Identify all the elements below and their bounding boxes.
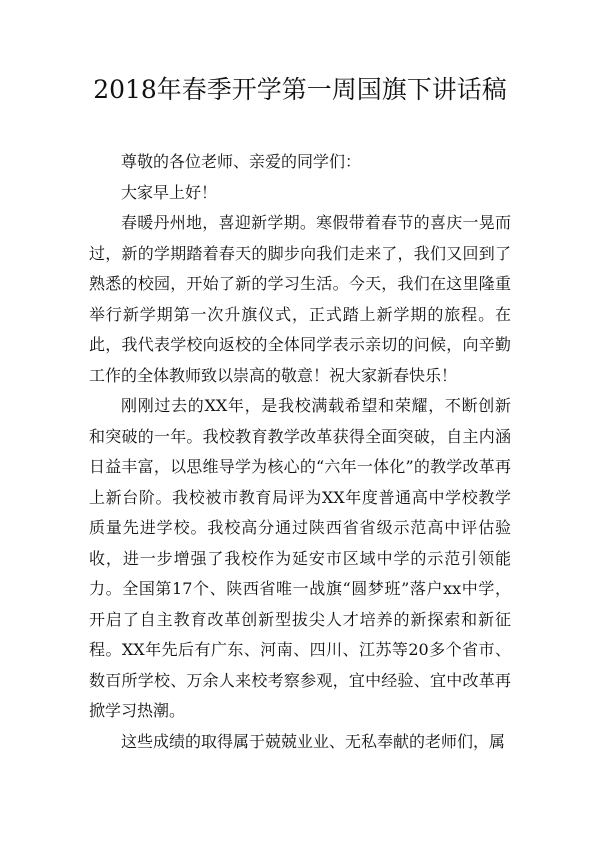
- greeting: 大家早上好！: [121, 182, 218, 202]
- paragraph-3: 这些成绩的取得属于兢兢业业、无私奉献的老师们，属: [121, 731, 506, 751]
- document-title: 2018年春季开学第一周国旗下讲话稿: [93, 75, 507, 104]
- document-body: [89, 147, 511, 757]
- paragraph-2: 刚刚过去的XX年，是我校满载希望和荣耀，不断创新和突破的一年。我校教育教学改革获得全面突破，自主内涵日益丰富，以思维导学为核心的“六年一体化”的教学改革再上新台阶。我校被市教育局评为XX年度普通高中学校教学质量先进学校。我校高分通过陕西省省级示范高中评估验收，进一步增强了我校作为延安市区域中学的示范引领能力。全国第17个、陕西省唯一战旗“圆梦班”落户xx中学，开启了自主教育改革创新型拔尖人才培养的新探索和新征程。XX年先后有广东、河南、四川、江苏等20多个省市、数百所学校、万余人来校考察参观，宜中经验、宜中改革再掀学习热潮。: [89, 396, 511, 720]
- paragraph-1: 春暖丹州地，喜迎新学期。寒假带着春节的喜庆一晃而过，新的学期踏着春天的脚步向我们走来了，我们又回到了熟悉的校园，开始了新的学习生活。今天，我们在这里隆重举行新学期第一次升旗仪式，正式踏上新学期的旅程。在此，我代表学校向返校的全体同学表示亲切的问候，向辛勤工作的全体教师致以崇高的敬意！祝大家新春快乐！: [89, 213, 511, 385]
- salutation: 尊敬的各位老师、亲爱的同学们：: [121, 152, 362, 171]
